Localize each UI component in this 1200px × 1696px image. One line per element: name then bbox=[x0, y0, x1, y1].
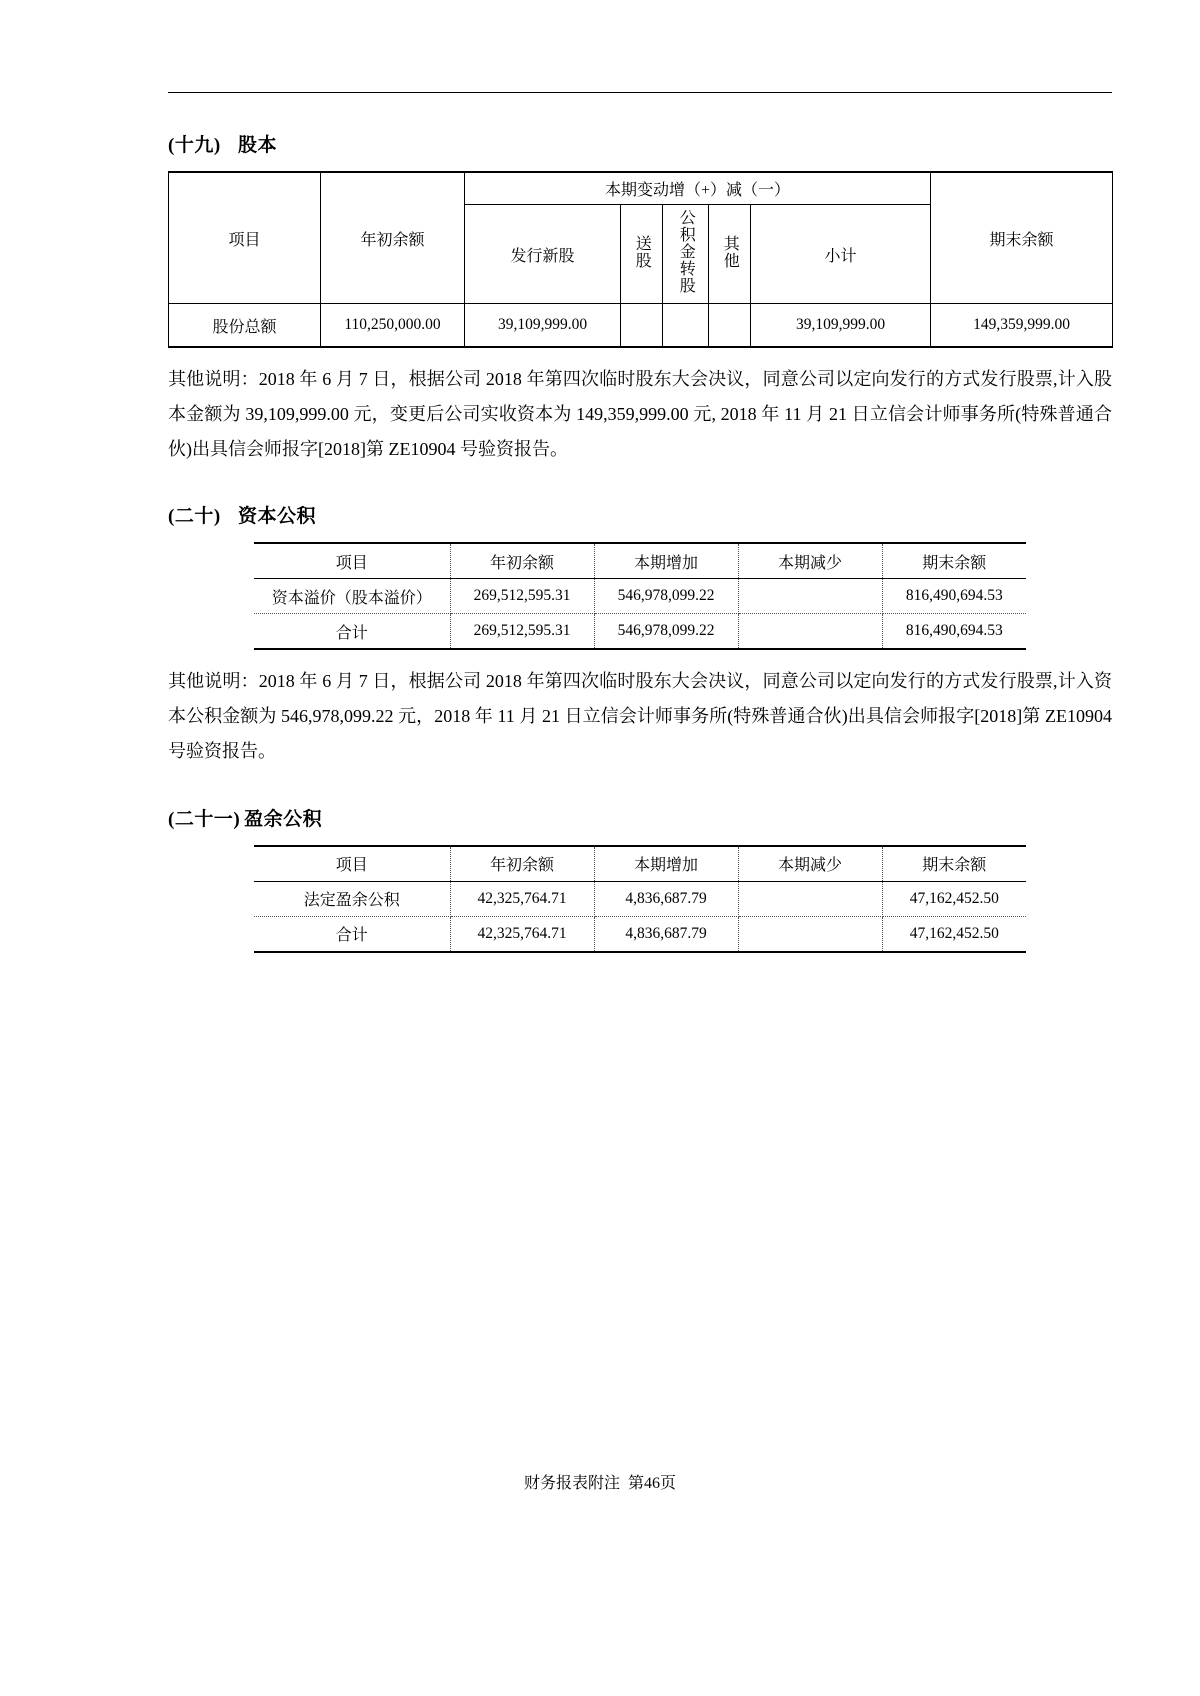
table-row bbox=[254, 579, 1026, 614]
table-surplus-reserve bbox=[254, 845, 1026, 953]
cell-end-balance: 816,490,694.53 bbox=[882, 614, 1026, 650]
page-footer bbox=[0, 1470, 1200, 1493]
col-begin-balance: 年初余额 bbox=[321, 172, 465, 304]
section-number: (十九) bbox=[168, 135, 221, 156]
cell-end-balance: 816,490,694.53 bbox=[882, 579, 1026, 614]
cell-item: 合计 bbox=[254, 916, 450, 952]
cell-item: 股份总额 bbox=[169, 304, 321, 348]
cell-decrease bbox=[738, 579, 882, 614]
table-share-capital bbox=[168, 171, 1113, 348]
section-number: (二十一) bbox=[168, 808, 241, 830]
section-heading-capital-reserve bbox=[168, 501, 1112, 528]
section-name: 资本公积 bbox=[238, 506, 317, 528]
cell-decrease bbox=[738, 881, 882, 916]
cell-end-balance: 47,162,452.50 bbox=[882, 916, 1026, 952]
cell-increase: 4,836,687.79 bbox=[594, 916, 738, 952]
section-heading-surplus-reserve bbox=[168, 804, 1112, 831]
cell-item: 合计 bbox=[254, 614, 450, 650]
col-decrease: 本期减少 bbox=[738, 846, 882, 882]
col-subtotal: 小计 bbox=[751, 205, 931, 304]
col-reserve-convert: 公积金转股 bbox=[663, 205, 709, 304]
col-end-balance: 期末余额 bbox=[882, 543, 1026, 579]
cell-decrease bbox=[738, 916, 882, 952]
cell-begin-balance: 42,325,764.71 bbox=[450, 916, 594, 952]
cell-item: 资本溢价（股本溢价） bbox=[254, 579, 450, 614]
header-rule bbox=[168, 92, 1112, 93]
cell-bonus-shares bbox=[621, 304, 663, 348]
cell-end-balance: 149,359,999.00 bbox=[931, 304, 1113, 348]
table-header-row bbox=[254, 543, 1026, 579]
section-number: (二十) bbox=[168, 506, 221, 528]
col-end-balance: 期末余额 bbox=[882, 846, 1026, 882]
note-capital-reserve: 其他说明：2018 年 6 月 7 日，根据公司 2018 年第四次临时股东大会决议，同意公司以定向发行的方式发行股票,计入资本公积金额为 546,978,099.22 元，2018 年 11 月 21 日立信会计师事务所(特殊普通合伙)出具信会师报字[2018]第 ZE10904 号验资报告。 bbox=[168, 671, 1112, 762]
cell-item: 法定盈余公积 bbox=[254, 881, 450, 916]
col-other: 其他 bbox=[709, 205, 751, 304]
footer-page-number: 第46页 bbox=[628, 1475, 677, 1492]
note-share-capital: 其他说明：2018 年 6 月 7 日，根据公司 2018 年第四次临时股东大会决议，同意公司以定向发行的方式发行股票,计入股本金额为 39,109,999.00 元，变更后公司实收资本为 149,359,999.00 元, 2018 年 11 月 21 日立信会计师事务所(特殊普通合伙)出具信会师报字[2018]第 ZE10904 号验资报告。 bbox=[168, 369, 1112, 460]
col-begin-balance: 年初余额 bbox=[450, 846, 594, 882]
col-item: 项目 bbox=[169, 172, 321, 304]
table-row bbox=[254, 614, 1026, 650]
cell-begin-balance: 269,512,595.31 bbox=[450, 579, 594, 614]
col-group-period-change: 本期变动增（+）减（一） bbox=[465, 172, 931, 205]
page-content bbox=[168, 130, 1112, 953]
table-row bbox=[254, 916, 1026, 952]
col-decrease: 本期减少 bbox=[738, 543, 882, 579]
col-increase: 本期增加 bbox=[594, 846, 738, 882]
table-header-row-1 bbox=[169, 172, 1113, 205]
cell-decrease bbox=[738, 614, 882, 650]
col-increase: 本期增加 bbox=[594, 543, 738, 579]
cell-other bbox=[709, 304, 751, 348]
footer-label: 财务报表附注 bbox=[523, 1475, 620, 1492]
cell-increase: 4,836,687.79 bbox=[594, 881, 738, 916]
col-end-balance: 期末余额 bbox=[931, 172, 1113, 304]
cell-new-issue: 39,109,999.00 bbox=[465, 304, 621, 348]
col-begin-balance: 年初余额 bbox=[450, 543, 594, 579]
cell-increase: 546,978,099.22 bbox=[594, 614, 738, 650]
cell-reserve-convert bbox=[663, 304, 709, 348]
cell-increase: 546,978,099.22 bbox=[594, 579, 738, 614]
cell-begin-balance: 269,512,595.31 bbox=[450, 614, 594, 650]
table-row bbox=[254, 881, 1026, 916]
cell-begin-balance: 110,250,000.00 bbox=[321, 304, 465, 348]
section-heading-share-capital bbox=[168, 130, 1112, 157]
cell-end-balance: 47,162,452.50 bbox=[882, 881, 1026, 916]
col-item: 项目 bbox=[254, 543, 450, 579]
cell-subtotal: 39,109,999.00 bbox=[751, 304, 931, 348]
table-capital-reserve bbox=[254, 542, 1026, 650]
table-row bbox=[169, 304, 1113, 348]
cell-begin-balance: 42,325,764.71 bbox=[450, 881, 594, 916]
table-header-row bbox=[254, 846, 1026, 882]
section-name: 股本 bbox=[238, 135, 278, 156]
col-bonus-shares: 送股 bbox=[621, 205, 663, 304]
col-item: 项目 bbox=[254, 846, 450, 882]
section-name: 盈余公积 bbox=[244, 808, 323, 830]
col-new-issue: 发行新股 bbox=[465, 205, 621, 304]
